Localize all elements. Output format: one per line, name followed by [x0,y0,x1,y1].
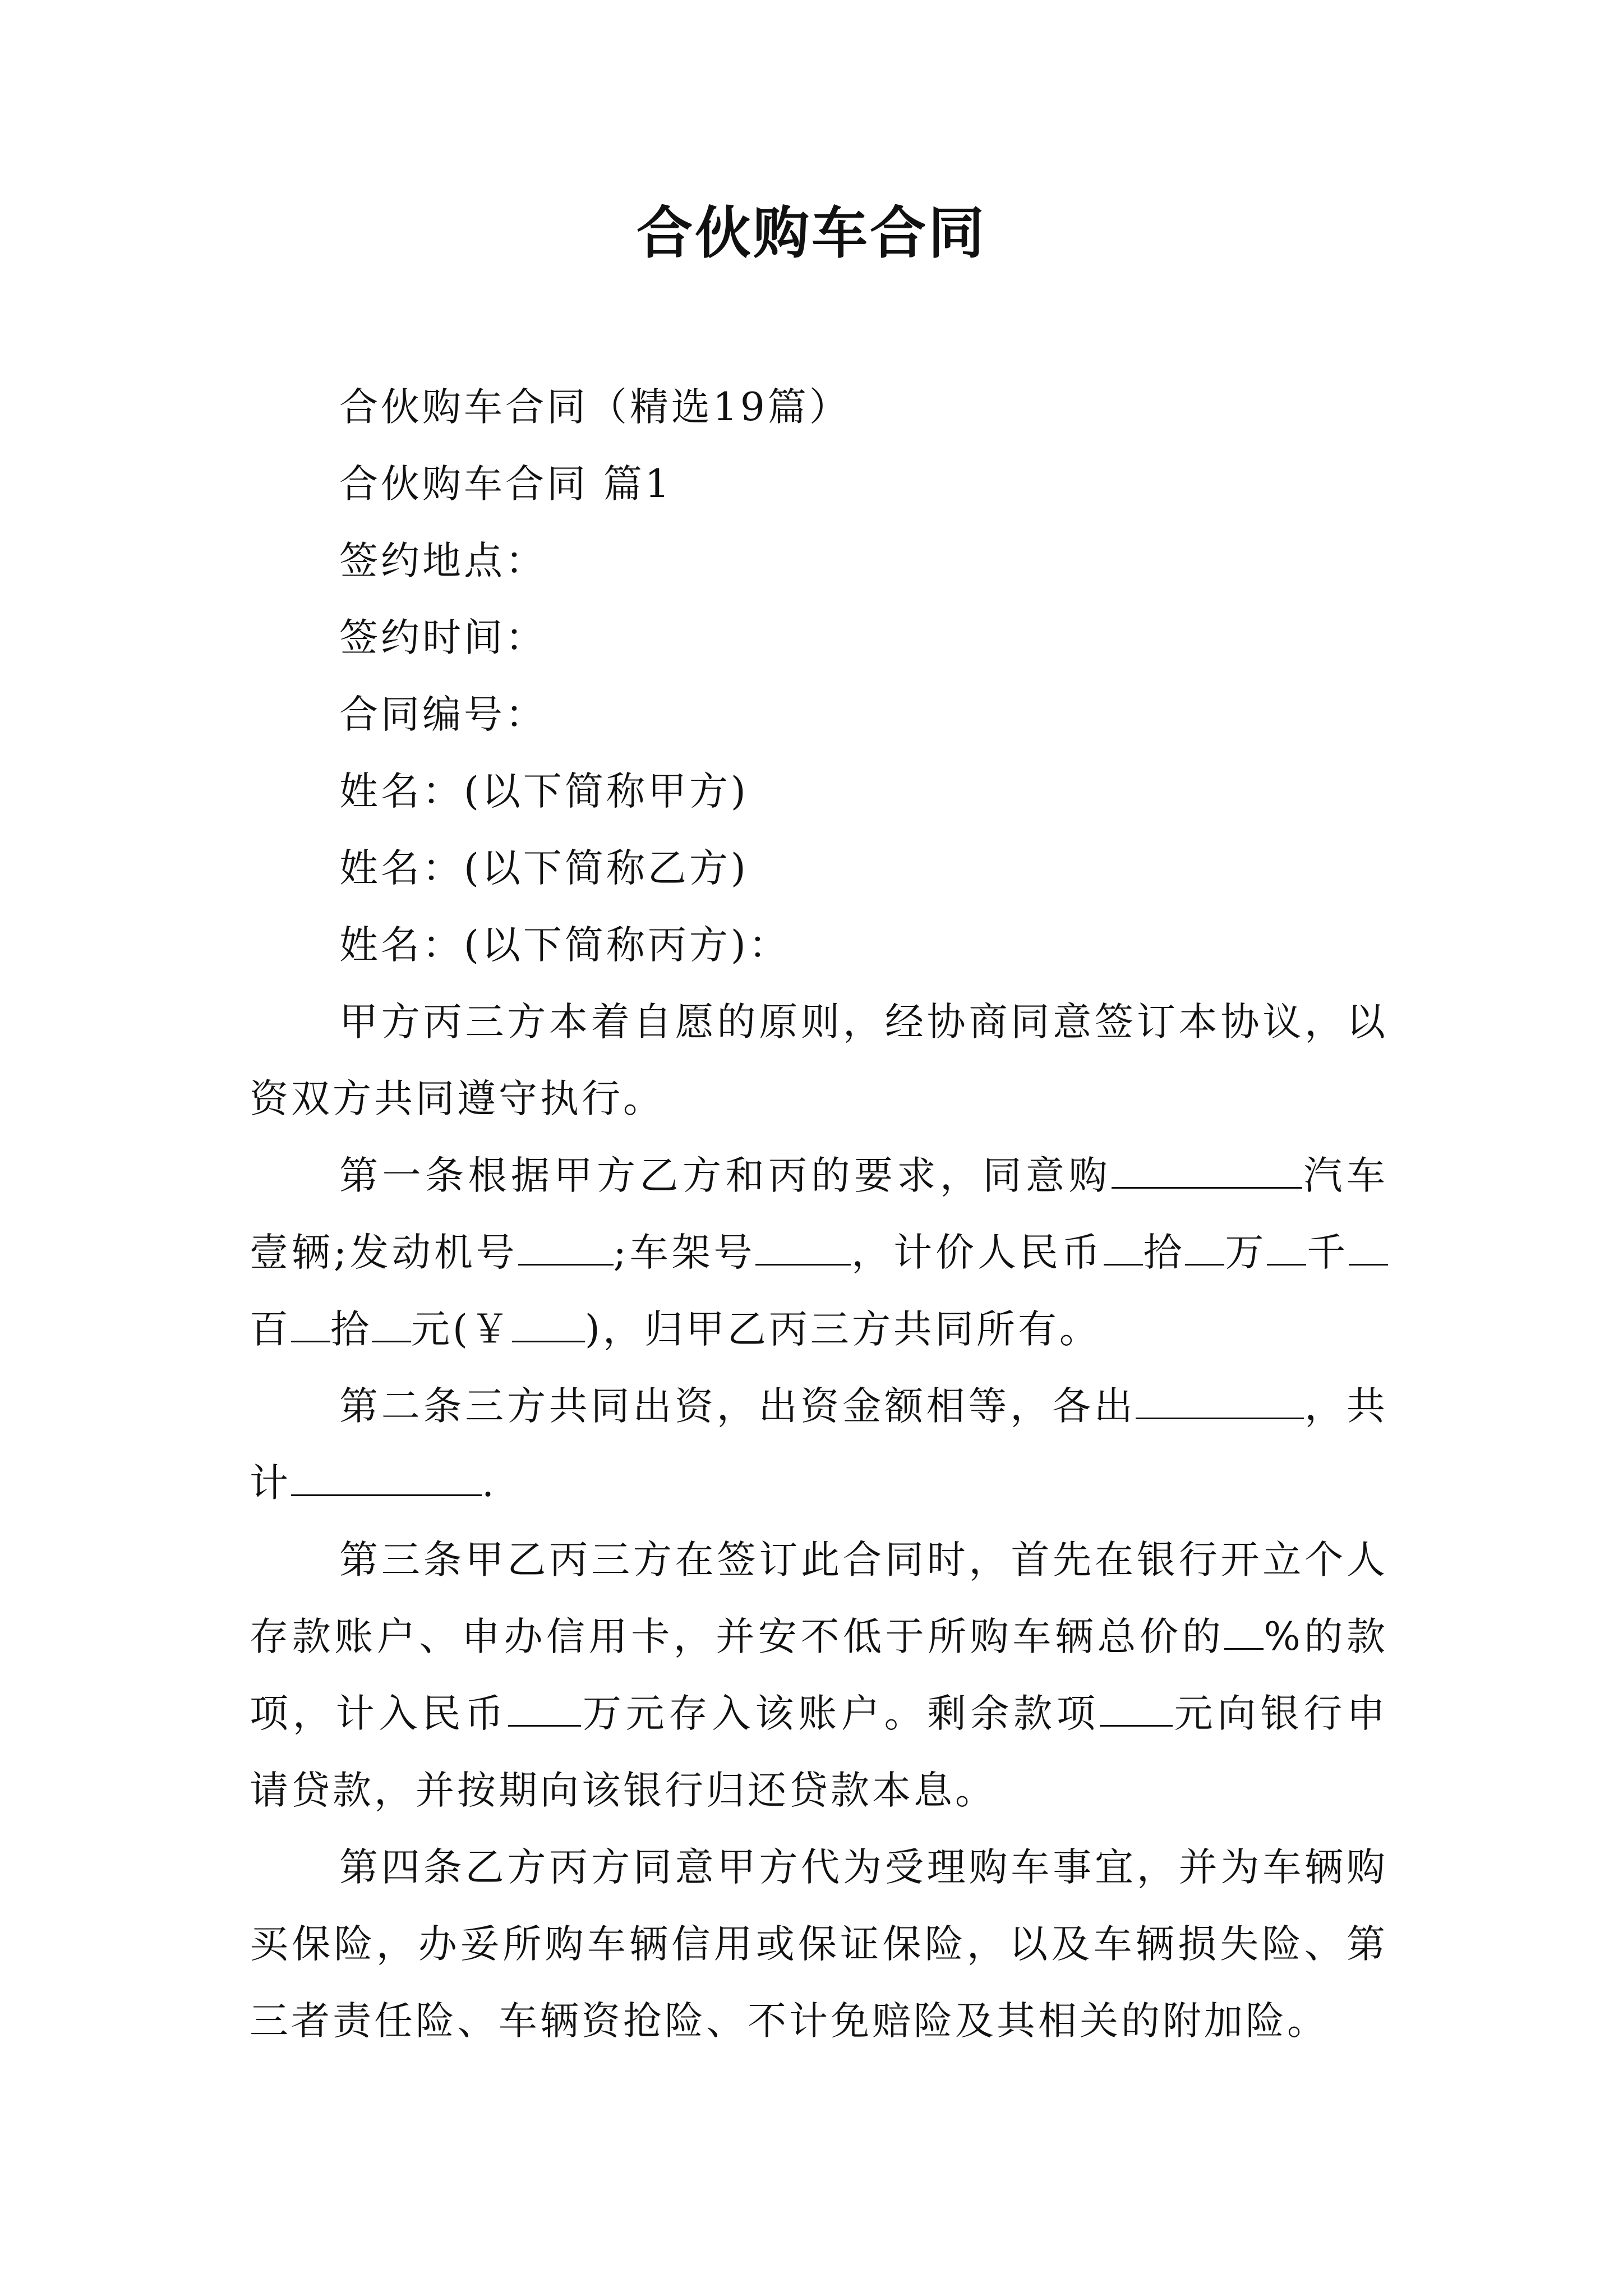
signing-time-line: 签约时间： [339,615,547,660]
document-body [250,369,1388,2060]
blank-field [1100,1694,1173,1727]
article-3-text: %的款项，计入民币 [250,1614,1388,1736]
intro-paragraph: 甲方丙三方本着自愿的原则，经协商同意签订本协议，以资双方共同遵守执行。 [250,1000,1388,1121]
signing-place-line: 签约地点： [339,539,547,583]
blank-field [518,1232,614,1266]
party-a-line: 姓名：(以下简称甲方) [339,769,749,814]
blank-field [291,1309,330,1342]
article-1-text: ;车架号 [613,1230,756,1275]
document-subtitle: 合伙购车合同（精选19篇） [339,385,851,430]
article-1-text: )，归甲乙丙三方共同所有。 [584,1307,1101,1352]
article-1-text: 千 [1306,1230,1349,1275]
article-3-text: 第三条甲乙丙三方在签订此合同时，首先在银行开立个人存款账户、申办信用卡，并安不低于所购车辆总价的 [250,1538,1388,1659]
article-1-text: 百 [250,1307,291,1352]
article-4-paragraph: 第四条乙方丙方同意甲方代为受理购车事宜，并为车辆购买保险，办妥所购车辆信用或保证保险，以及车辆损失险、第三者责任险、车辆资抢险、不计免赔险及其相关的附加险。 [250,1845,1388,2044]
article-1-text: 拾 [1142,1230,1186,1275]
article-2-paragraph [250,1368,1388,1522]
article-2-text: . [482,1461,497,1506]
blank-field [1185,1232,1224,1266]
blank-field [1224,1617,1264,1650]
document-title: 合伙购车合同 [637,200,986,266]
blank-field [1112,1156,1302,1189]
blank-field [1136,1386,1304,1419]
article-1-text: 元(￥ [411,1307,512,1352]
article-2-text: ，共计 [250,1384,1389,1506]
blank-field [508,1694,581,1727]
article-2-text: 第二条三方共同出资，出资金额相等，各出 [339,1384,1136,1429]
blank-field [1104,1232,1143,1266]
blank-field [755,1232,851,1266]
article-1-text: 汽车壹辆;发动机号 [250,1153,1388,1275]
party-b-line: 姓名：(以下简称乙方) [339,846,749,891]
contract-number-line: 合同编号： [339,692,547,737]
section-heading: 合伙购车合同 篇1 [339,462,672,507]
article-1-text: ，计价人民币 [851,1230,1104,1275]
blank-field [1349,1232,1388,1266]
article-3-paragraph [250,1522,1388,1829]
party-c-line: 姓名：(以下简称丙方)： [339,923,790,968]
article-3-text: 万元存入该账户。剩余款项 [581,1691,1100,1736]
article-1-paragraph [250,1138,1388,1368]
blank-field [291,1463,482,1496]
blank-field [372,1309,411,1342]
blank-field [1267,1232,1306,1266]
article-1-text: 拾 [330,1307,372,1352]
blank-field [512,1309,585,1342]
article-3-text: 元向银行申请贷款，并按期向该银行归还贷款本息。 [250,1691,1389,1813]
article-1-text: 万 [1224,1230,1267,1275]
article-1-text: 第一条根据甲方乙方和丙的要求，同意购 [339,1153,1112,1198]
